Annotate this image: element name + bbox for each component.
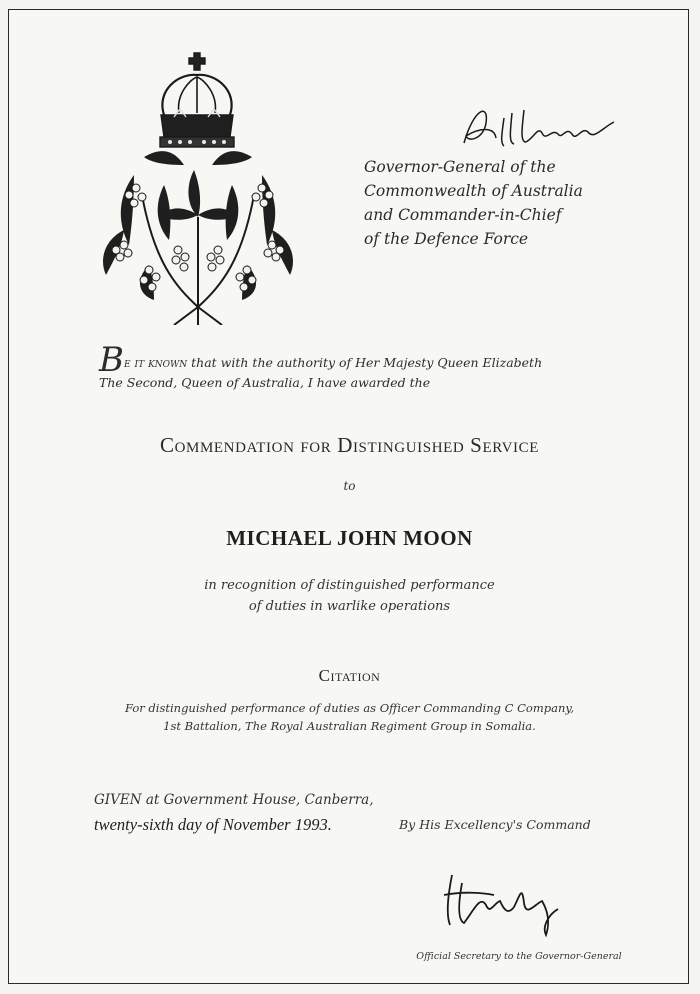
citation-text xyxy=(9,699,690,735)
proclamation-line-1 xyxy=(99,340,639,380)
to-label: to xyxy=(343,479,356,493)
certificate xyxy=(8,9,689,984)
governor-title-line: and Commander-in-Chief xyxy=(364,206,562,224)
given-date: twenty-sixth day of November 1993. xyxy=(94,815,332,834)
citation-heading: Citation xyxy=(318,666,381,685)
governor-general-title xyxy=(364,155,644,251)
by-command-text: By His Excellency's Command xyxy=(399,817,591,832)
official-secretary-signature xyxy=(434,865,574,940)
official-secretary-title: Official Secretary to the Governor-General xyxy=(416,951,622,962)
recognition-line-1: in recognition of distinguished performance xyxy=(204,578,495,593)
recognition-text xyxy=(9,575,690,617)
drop-cap: B xyxy=(99,340,124,380)
given-place: GIVEN at Government House, Canberra, xyxy=(94,792,374,808)
proclamation-text xyxy=(99,340,639,393)
governor-title-line: of the Defence Force xyxy=(364,230,529,248)
citation-line-2: 1st Battalion, The Royal Australian Regiment Group in Somalia. xyxy=(163,719,536,733)
award-title: Commendation for Distinguished Service xyxy=(159,433,540,457)
citation-line-1: For distinguished performance of duties as Officer Commanding C Company, xyxy=(125,701,574,715)
recognition-line-2: of duties in warlike operations xyxy=(248,599,451,614)
governor-general-signature xyxy=(454,98,624,158)
proclamation-line-2: The Second, Queen of Australia, I have awarded the xyxy=(99,375,431,390)
governor-title-line: Governor-General of the xyxy=(364,158,556,176)
proclamation-lead: e it known xyxy=(124,355,188,370)
crown-wattle-crest xyxy=(94,45,304,325)
proclamation-line-1-rest: that with the authority of Her Majesty Queen Elizabeth xyxy=(187,355,543,370)
governor-title-line: Commonwealth of Australia xyxy=(364,182,583,200)
recipient-name: MICHAEL JOHN MOON xyxy=(226,526,473,550)
